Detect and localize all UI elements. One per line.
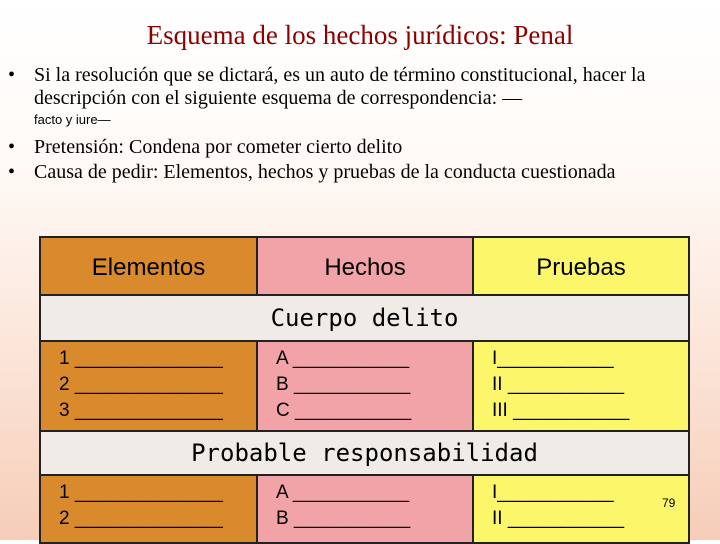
bullet-icon: • <box>8 136 16 158</box>
bullet-text: Si la resolución que se dictará, es un auto de término constitucional, hacer la descripción con el siguiente esquema de correspondencia: — <box>34 64 646 109</box>
bullet-item-causa <box>8 161 708 184</box>
blank-line: C ___________ <box>276 400 412 421</box>
blank-line: I___________ <box>492 482 614 503</box>
section-cuerpo-delito: Cuerpo delito <box>39 294 690 342</box>
bullet-text: Causa de pedir: Elementos, hechos y pruebas de la conducta cuestionada <box>34 161 616 183</box>
correspondence-table <box>39 236 690 540</box>
bullet-icon: • <box>8 161 16 183</box>
blank-line: II ___________ <box>492 508 625 529</box>
blank-line: B ___________ <box>276 508 411 529</box>
blank-line: 2 ______________ <box>59 374 223 395</box>
blank-line: III ___________ <box>492 400 630 421</box>
header-hechos: Hechos <box>256 236 474 296</box>
blank-line: II ___________ <box>492 374 625 395</box>
blank-line: A ___________ <box>276 482 410 503</box>
bullet-text: Pretensión: Condena por cometer cierto delito <box>34 136 403 158</box>
blank-line: I___________ <box>492 348 614 369</box>
section1-elementos-cell <box>39 340 258 432</box>
section1-pruebas-cell <box>472 340 690 432</box>
blank-line: 2 ______________ <box>59 508 223 529</box>
page-number: 79 <box>662 496 676 510</box>
header-elementos: Elementos <box>39 236 258 296</box>
blank-line: 3 ______________ <box>59 400 223 421</box>
bullet-list <box>8 64 708 184</box>
blank-line: B ___________ <box>276 374 411 395</box>
blank-line: 1 ______________ <box>59 348 223 369</box>
section1-hechos-cell <box>256 340 474 432</box>
slide-title: Esquema de los hechos jurídicos: Penal <box>146 20 574 50</box>
bullet-subtext: facto y iure— <box>34 112 111 127</box>
bullet-item-pretension <box>8 136 708 159</box>
section-probable-responsabilidad: Probable responsabilidad <box>39 430 690 476</box>
section2-pruebas-cell <box>472 474 690 544</box>
section2-hechos-cell <box>256 474 474 544</box>
blank-line: 1 ______________ <box>59 482 223 503</box>
bullet-icon: • <box>8 64 16 86</box>
blank-line: A ___________ <box>276 348 410 369</box>
section2-elementos-cell <box>39 474 258 544</box>
header-pruebas: Pruebas <box>472 236 690 296</box>
bullet-item-resolucion <box>8 64 708 128</box>
